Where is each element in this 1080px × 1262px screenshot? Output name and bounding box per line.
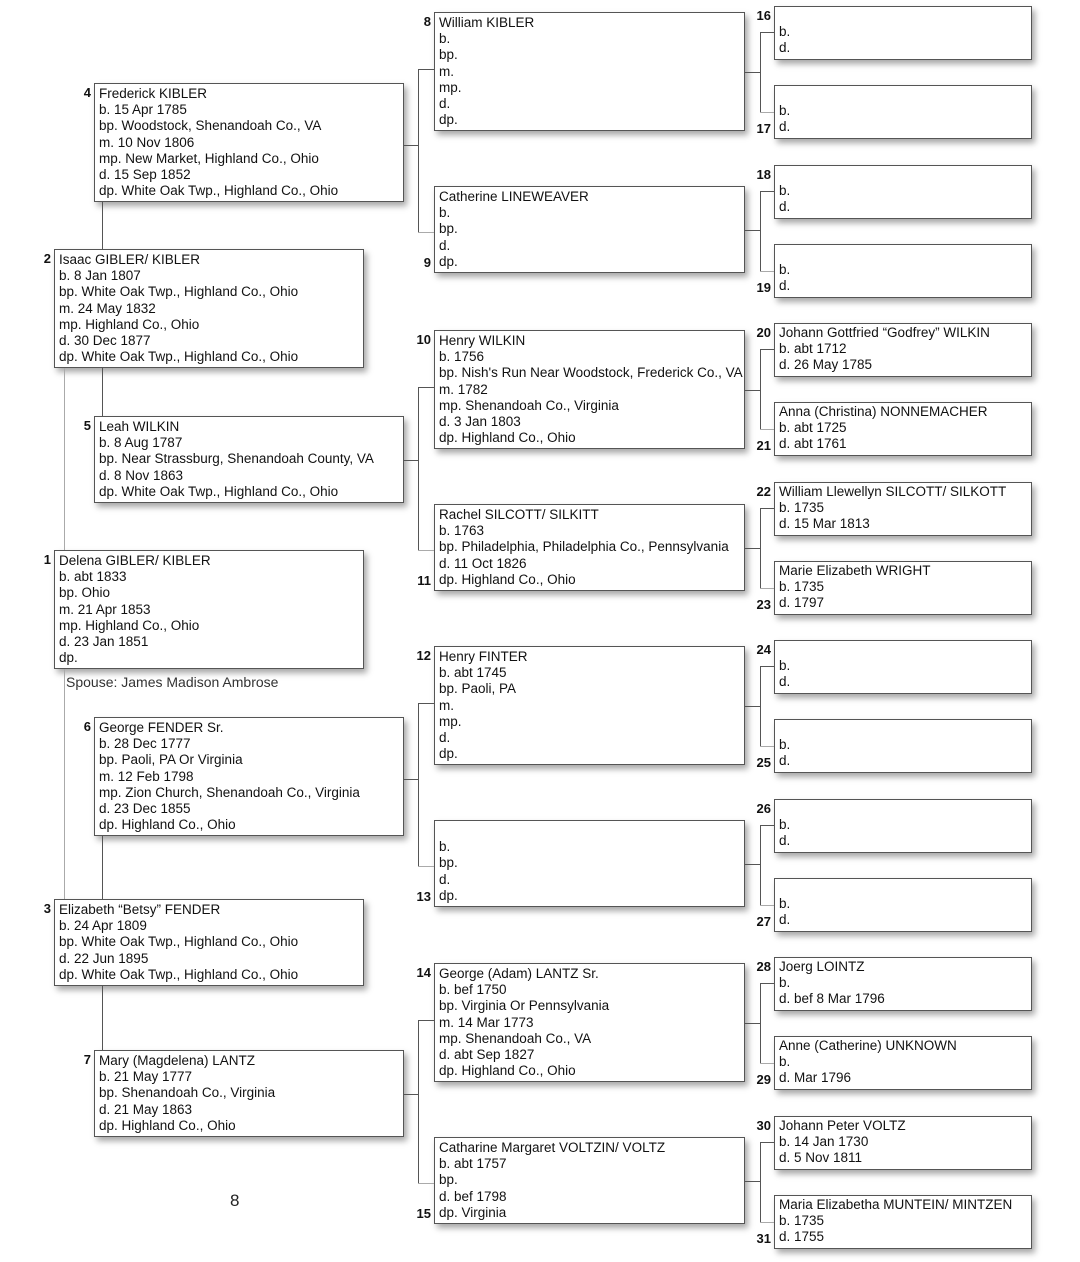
person-name — [779, 642, 1031, 658]
person-detail: bp. Virginia Or Pennsylvania — [439, 998, 610, 1014]
person-detail: d. Mar 1796 — [779, 1070, 852, 1086]
ahnentafel-number: 15 — [416, 1206, 431, 1221]
person-detail: d. 21 May 1863 — [99, 1101, 193, 1117]
person-detail: d. — [439, 730, 451, 746]
connector-line — [418, 550, 434, 551]
person-detail: bp. Shenandoah Co., Virginia — [99, 1085, 276, 1101]
person-detail: bp. White Oak Twp., Highland Co., Ohio — [59, 934, 299, 950]
person-detail: b. bef 1750 — [439, 982, 507, 998]
person-detail: b. — [439, 205, 451, 221]
connector-line — [418, 703, 419, 866]
person-name: Anna (Christina) NONNEMACHER — [779, 404, 988, 419]
connector-line — [760, 32, 774, 33]
person-detail: d. — [779, 833, 791, 849]
person-box-20[interactable] — [774, 323, 1032, 377]
connector-line — [760, 666, 761, 746]
person-box-13[interactable] — [434, 820, 745, 907]
person-box-24[interactable] — [774, 640, 1032, 694]
person-detail: d. 1755 — [779, 1229, 825, 1245]
spouse-label: Spouse: James Madison Ambrose — [66, 674, 279, 690]
connector-line — [760, 508, 761, 588]
person-detail: d. 11 Oct 1826 — [439, 555, 527, 571]
person-detail: mp. Shenandoah Co., Virginia — [439, 397, 619, 413]
person-box-18[interactable] — [774, 165, 1032, 219]
person-name: Elizabeth “Betsy” FENDER — [59, 902, 221, 917]
person-name — [779, 167, 1031, 183]
person-detail: b. — [779, 817, 791, 833]
ahnentafel-number: 11 — [417, 573, 431, 588]
person-detail: b. — [779, 262, 791, 278]
person-detail: b. 24 Apr 1809 — [59, 918, 147, 934]
connector-line — [760, 666, 774, 667]
person-detail: dp. White Oak Twp., Highland Co., Ohio — [99, 183, 339, 199]
person-detail: dp. Highland Co., Ohio — [439, 430, 576, 446]
connector-line — [760, 191, 774, 192]
person-detail: d. 23 Jan 1851 — [59, 634, 149, 650]
person-detail: d. abt 1761 — [779, 436, 847, 452]
ahnentafel-number: 17 — [756, 121, 771, 136]
connector-line — [745, 1023, 760, 1024]
connector-line — [760, 588, 774, 589]
person-detail: b. abt 1712 — [779, 341, 847, 357]
person-box-9[interactable] — [434, 186, 745, 273]
person-detail: mp. — [439, 79, 462, 95]
person-detail: b. 1763 — [439, 523, 485, 539]
connector-line — [760, 983, 761, 1063]
connector-line — [404, 779, 418, 780]
person-box-25[interactable] — [774, 719, 1032, 773]
person-detail: b. 1735 — [779, 1213, 825, 1229]
connector-line — [418, 1020, 419, 1183]
connector-line — [760, 983, 774, 984]
person-detail: d. 1797 — [779, 595, 825, 611]
person-detail: dp. White Oak Twp., Highland Co., Ohio — [59, 966, 299, 982]
person-name: Isaac GIBLER/ KIBLER — [59, 252, 201, 267]
connector-line — [760, 1222, 774, 1223]
person-detail: b. 14 Jan 1730 — [779, 1134, 869, 1150]
connector-line — [760, 905, 774, 906]
connector-line — [64, 368, 65, 550]
person-detail: bp. — [439, 221, 458, 237]
person-detail: b. abt 1757 — [439, 1156, 507, 1172]
person-name: Marie Elizabeth WRIGHT — [779, 563, 931, 578]
connector-line — [418, 69, 419, 232]
person-box-14[interactable] — [434, 963, 745, 1082]
ahnentafel-number: 16 — [756, 8, 771, 23]
connector-line — [760, 271, 774, 272]
person-detail: mp. Shenandoah Co., VA — [439, 1030, 592, 1046]
person-detail: d. bef 1798 — [439, 1188, 507, 1204]
person-detail: d. — [439, 237, 451, 253]
person-detail: mp. Highland Co., Ohio — [59, 617, 200, 633]
person-detail: b. — [779, 896, 791, 912]
person-name — [439, 823, 744, 839]
person-box-16[interactable] — [774, 6, 1032, 60]
ahnentafel-number: 3 — [43, 901, 51, 916]
ahnentafel-number: 21 — [756, 438, 771, 453]
person-detail: m. 24 May 1832 — [59, 300, 156, 316]
person-box-31[interactable] — [774, 1195, 1032, 1249]
person-box-28[interactable] — [774, 957, 1032, 1011]
person-detail: dp. Highland Co., Ohio — [439, 1063, 576, 1079]
person-detail: b. abt 1725 — [779, 420, 847, 436]
person-detail: bp. Woodstock, Shenandoah Co., VA — [99, 118, 322, 134]
person-detail: mp. — [439, 713, 462, 729]
person-name: Catharine Margaret VOLTZIN/ VOLTZ — [439, 1140, 666, 1155]
ahnentafel-number: 18 — [756, 167, 771, 182]
person-detail: dp. — [59, 650, 78, 666]
person-detail: b. — [779, 103, 791, 119]
person-box-8[interactable] — [434, 12, 745, 131]
person-name: William Llewellyn SILCOTT/ SILKOTT — [779, 484, 1007, 499]
connector-line — [418, 1183, 434, 1184]
person-detail: d. 15 Mar 1813 — [779, 516, 870, 532]
connector-line — [760, 349, 774, 350]
connector-line — [404, 145, 418, 146]
person-name: Frederick KIBLER — [99, 86, 208, 101]
person-detail: d. bef 8 Mar 1796 — [779, 991, 885, 1007]
person-detail: bp. — [439, 47, 458, 63]
person-detail: bp. White Oak Twp., Highland Co., Ohio — [59, 284, 299, 300]
person-detail: d. 5 Nov 1811 — [779, 1150, 863, 1166]
connector-line — [418, 387, 434, 388]
connector-line — [745, 864, 760, 865]
person-box-17[interactable] — [774, 85, 1032, 139]
person-detail: dp. — [439, 253, 458, 269]
person-detail: d. 30 Dec 1877 — [59, 333, 151, 349]
person-name: Leah WILKIN — [99, 419, 180, 434]
person-detail: d. — [779, 40, 791, 56]
person-name: Mary (Magdelena) LANTZ — [99, 1053, 256, 1068]
person-name: Henry FINTER — [439, 649, 528, 664]
person-detail: bp. Philadelphia, Philadelphia Co., Pennsylvania — [439, 539, 729, 555]
person-name: Anne (Catherine) UNKNOWN — [779, 1038, 957, 1053]
person-name: Henry WILKIN — [439, 333, 526, 348]
person-detail: b. — [779, 737, 791, 753]
person-name: Johann Peter VOLTZ — [779, 1118, 906, 1133]
person-box-1[interactable] — [54, 550, 364, 669]
person-detail: m. 12 Feb 1798 — [99, 768, 194, 784]
ahnentafel-number: 25 — [756, 755, 771, 770]
person-name — [779, 880, 1031, 896]
person-name: William KIBLER — [439, 15, 535, 30]
person-detail: b. — [779, 975, 791, 991]
ahnentafel-number: 8 — [423, 14, 431, 29]
person-detail: d. 23 Dec 1855 — [99, 801, 191, 817]
connector-line — [102, 202, 103, 249]
person-detail: dp. Highland Co., Ohio — [99, 817, 236, 833]
person-box-23[interactable] — [774, 561, 1032, 615]
connector-line — [64, 669, 65, 899]
person-detail: d. — [439, 96, 451, 112]
person-detail: b. — [439, 839, 451, 855]
person-box-6[interactable] — [94, 717, 404, 836]
connector-line — [418, 703, 434, 704]
connector-line — [745, 1181, 760, 1182]
person-detail: b. abt 1833 — [59, 569, 127, 585]
ahnentafel-number: 2 — [43, 251, 51, 266]
person-detail: m. 10 Nov 1806 — [99, 134, 195, 150]
ahnentafel-number: 26 — [756, 801, 771, 816]
ahnentafel-number: 22 — [756, 484, 771, 499]
person-detail: d. — [779, 119, 791, 135]
connector-line — [760, 825, 774, 826]
person-detail: bp. — [439, 1172, 458, 1188]
person-detail: bp. Near Strassburg, Shenandoah County, VA — [99, 451, 374, 467]
ahnentafel-number: 4 — [83, 85, 91, 100]
connector-line — [102, 836, 103, 899]
ahnentafel-number: 20 — [756, 325, 771, 340]
person-detail: mp. Highland Co., Ohio — [59, 316, 200, 332]
person-box-10[interactable] — [434, 330, 745, 449]
ahnentafel-number: 13 — [416, 889, 431, 904]
person-name: George (Adam) LANTZ Sr. — [439, 966, 599, 981]
connector-line — [760, 349, 761, 429]
connector-line — [760, 825, 761, 905]
person-detail: b. 1735 — [779, 500, 825, 516]
ahnentafel-number: 12 — [416, 648, 431, 663]
person-detail: dp. — [439, 887, 458, 903]
person-detail: m. 21 Apr 1853 — [59, 601, 151, 617]
page-number: 8 — [230, 1191, 240, 1210]
person-detail: bp. Nish's Run Near Woodstock, Frederick Co., VA — [439, 365, 743, 381]
person-name: Rachel SILCOTT/ SILKITT — [439, 507, 599, 522]
connector-line — [418, 1020, 434, 1021]
person-detail: dp. Virginia — [439, 1204, 507, 1220]
person-detail: dp. — [439, 746, 458, 762]
ahnentafel-number: 7 — [83, 1052, 91, 1067]
person-name — [779, 721, 1031, 737]
person-detail: b. — [779, 1054, 791, 1070]
person-detail: bp. Paoli, PA — [439, 681, 517, 697]
person-name — [779, 87, 1031, 103]
person-name: Joerg LOINTZ — [779, 959, 865, 974]
person-box-2[interactable] — [54, 249, 364, 368]
connector-line — [745, 706, 760, 707]
person-detail: d. — [779, 278, 791, 294]
connector-line — [760, 32, 761, 112]
person-detail: bp. — [439, 855, 458, 871]
ahnentafel-number: 31 — [756, 1231, 771, 1246]
person-box-12[interactable] — [434, 646, 745, 765]
person-detail: b. — [779, 24, 791, 40]
ahnentafel-number: 24 — [756, 642, 771, 657]
person-box-21[interactable] — [774, 402, 1032, 456]
person-detail: dp. White Oak Twp., Highland Co., Ohio — [59, 349, 299, 365]
person-name: Maria Elizabetha MUNTEIN/ MINTZEN — [779, 1197, 1013, 1212]
ahnentafel-number: 30 — [756, 1118, 771, 1133]
person-detail: b. 15 Apr 1785 — [99, 102, 187, 118]
person-box-4[interactable] — [94, 83, 404, 202]
connector-line — [418, 69, 434, 70]
person-detail: d. 26 May 1785 — [779, 357, 873, 373]
ahnentafel-number: 23 — [756, 597, 771, 612]
person-detail: dp. Highland Co., Ohio — [439, 571, 576, 587]
person-name — [779, 8, 1031, 24]
ahnentafel-number: 5 — [83, 418, 91, 433]
person-detail: m. — [439, 63, 454, 79]
person-detail: d. — [779, 912, 791, 928]
person-box-5[interactable] — [94, 416, 404, 503]
person-detail: d. — [779, 753, 791, 769]
person-detail: b. abt 1745 — [439, 665, 507, 681]
ahnentafel-number: 9 — [423, 255, 431, 270]
ahnentafel-number: 6 — [83, 719, 91, 734]
person-box-7[interactable] — [94, 1050, 404, 1137]
person-box-27[interactable] — [774, 878, 1032, 932]
person-detail: mp. New Market, Highland Co., Ohio — [99, 150, 319, 166]
connector-line — [760, 508, 774, 509]
person-box-29[interactable] — [774, 1036, 1032, 1090]
person-name: Johann Gottfried “Godfrey” WILKIN — [779, 325, 990, 340]
person-detail: b. 8 Aug 1787 — [99, 435, 183, 451]
person-detail: dp. Highland Co., Ohio — [99, 1117, 236, 1133]
ahnentafel-number: 1 — [43, 552, 51, 567]
person-detail: b. — [779, 183, 791, 199]
person-detail: d. 3 Jan 1803 — [439, 414, 521, 430]
person-detail: b. 21 May 1777 — [99, 1069, 193, 1085]
ahnentafel-number: 19 — [756, 280, 771, 295]
ahnentafel-number: 29 — [756, 1072, 771, 1087]
connector-line — [745, 72, 760, 73]
connector-line — [418, 232, 434, 233]
person-detail: d. — [779, 674, 791, 690]
person-box-30[interactable] — [774, 1116, 1032, 1170]
connector-line — [745, 548, 760, 549]
person-detail: m. 14 Mar 1773 — [439, 1014, 534, 1030]
connector-line — [760, 1142, 761, 1222]
person-box-26[interactable] — [774, 799, 1032, 853]
ahnentafel-number: 14 — [416, 965, 431, 980]
ahnentafel-number: 10 — [416, 332, 431, 347]
person-name — [779, 246, 1031, 262]
connector-line — [745, 390, 760, 391]
person-detail: b. — [439, 31, 451, 47]
person-detail: dp. White Oak Twp., Highland Co., Ohio — [99, 483, 339, 499]
ahnentafel-number: 27 — [756, 914, 771, 929]
person-name: Catherine LINEWEAVER — [439, 189, 589, 204]
ahnentafel-number: 28 — [756, 959, 771, 974]
connector-line — [760, 112, 774, 113]
connector-line — [760, 746, 774, 747]
person-detail: b. 8 Jan 1807 — [59, 268, 141, 284]
person-detail: b. 1756 — [439, 349, 485, 365]
person-detail: d. 15 Sep 1852 — [99, 167, 191, 183]
connector-line — [418, 866, 434, 867]
connector-line — [102, 986, 103, 1050]
person-box-3[interactable] — [54, 899, 364, 986]
person-detail: d. — [779, 199, 791, 215]
person-detail: b. — [779, 658, 791, 674]
person-box-15[interactable] — [434, 1137, 745, 1224]
person-name — [779, 801, 1031, 817]
person-detail: mp. Zion Church, Shenandoah Co., Virginia — [99, 784, 360, 800]
person-detail: d. abt Sep 1827 — [439, 1047, 535, 1063]
connector-line — [404, 460, 418, 461]
connector-line — [760, 429, 774, 430]
person-box-22[interactable] — [774, 482, 1032, 536]
connector-line — [418, 387, 419, 550]
person-detail: d. 22 Jun 1895 — [59, 950, 149, 966]
person-box-19[interactable] — [774, 244, 1032, 298]
person-detail: b. 28 Dec 1777 — [99, 736, 191, 752]
person-detail: d. — [439, 871, 451, 887]
connector-line — [745, 230, 760, 231]
person-box-11[interactable] — [434, 504, 745, 591]
connector-line — [102, 368, 103, 416]
connector-line — [760, 191, 761, 271]
person-detail: dp. — [439, 112, 458, 128]
person-name: Delena GIBLER/ KIBLER — [59, 553, 211, 568]
person-name: George FENDER Sr. — [99, 720, 224, 735]
person-detail: m. 1782 — [439, 381, 488, 397]
person-detail: bp. Paoli, PA Or Virginia — [99, 752, 243, 768]
connector-line — [404, 1094, 418, 1095]
connector-line — [760, 1063, 774, 1064]
person-detail: bp. Ohio — [59, 585, 111, 601]
person-detail: m. — [439, 697, 454, 713]
connector-line — [760, 1142, 774, 1143]
person-detail: d. 8 Nov 1863 — [99, 467, 184, 483]
person-detail: b. 1735 — [779, 579, 825, 595]
